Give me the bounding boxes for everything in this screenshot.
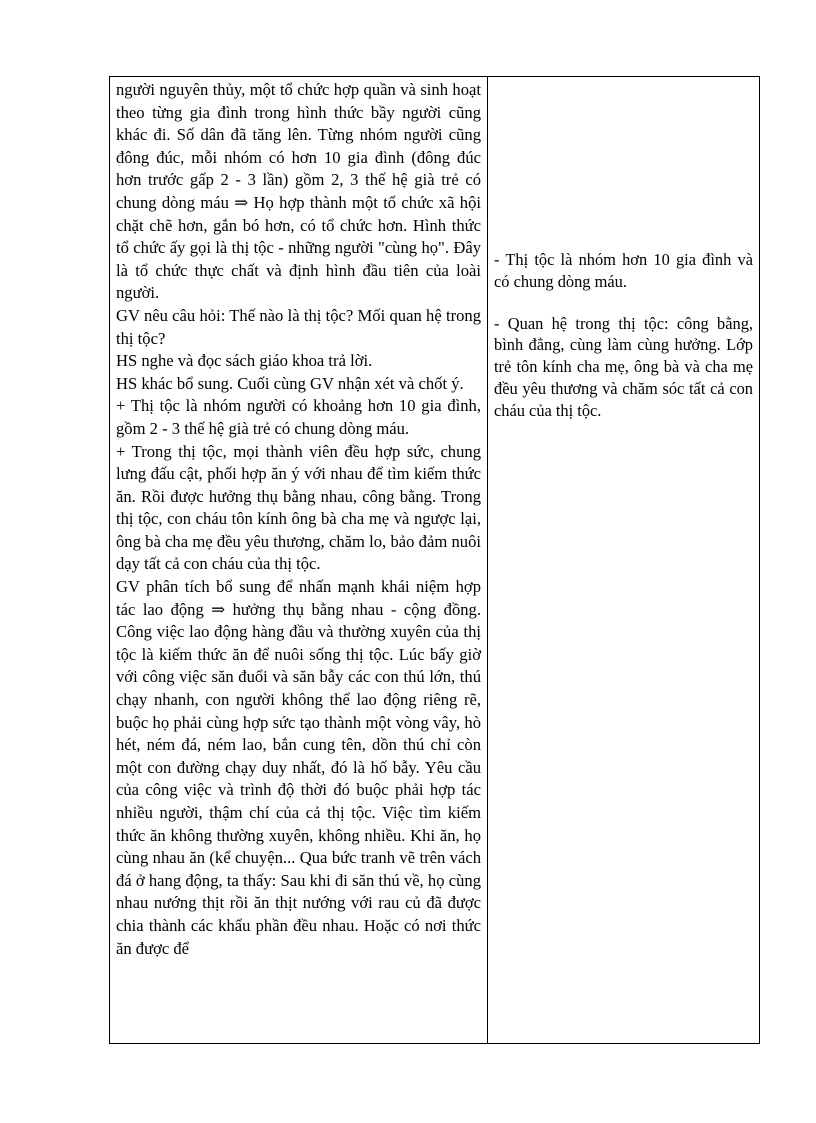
summary-clan-relations: - Quan hệ trong thị tộc: công bằng, bình đẳng, cùng làm cùng hưởng. Lớp trẻ tôn kính cha mẹ, ông bà và cha mẹ đều yêu thương và chăm sóc tất cả con cháu của thị tộc.: [494, 313, 753, 420]
paragraph-teacher-question: GV nêu câu hỏi: Thế nào là thị tộc? Mối quan hệ trong thị tộc?: [116, 305, 481, 348]
teacher-student-activities-column: [110, 77, 488, 1043]
lesson-table: [109, 76, 760, 1044]
paragraph-intro: người nguyên thủy, một tổ chức hợp quần và sinh hoạt theo từng gia đình trong hình thức bầy người cũng khác đi. Số dân đã tăng lên. Từng nhóm người cũng đông đúc, mỗi nhóm có hơn 10 gia đình (đông đúc hơn trước gấp 2 - 3 lần) gồm 2, 3 thế hệ già trẻ có chung dòng máu ⇒ Họ hợp thành một tổ chức xã hội chặt chẽ hơn, gắn bó hơn, có tổ chức hơn. Hình thức tổ chức ấy gọi là thị tộc - những người "cùng họ". Đây là tổ chức thực chất và định hình đầu tiên của loài người.: [116, 80, 481, 303]
key-knowledge-column: [488, 77, 759, 1043]
paragraph-clan-definition: + Thị tộc là nhóm người có khoảng hơn 10 gia đình, gồm 2 - 3 thế hệ già trẻ có chung dòng máu.: [116, 396, 481, 438]
summary-clan-definition: - Thị tộc là nhóm hơn 10 gia đình và có chung dòng máu.: [494, 250, 753, 291]
paragraph-student-answer: HS nghe và đọc sách giáo khoa trả lời.: [116, 351, 373, 371]
paragraph-teacher-analysis: GV phân tích bổ sung để nhấn mạnh khái niệm hợp tác lao động ⇒ hưởng thụ bằng nhau - cộng đồng. Công việc lao động hàng đầu và thường xuyên của thị tộc là kiếm thức ăn để nuôi sống thị tộc. Lúc bấy giờ với công việc săn đuổi và săn bẫy các con thú lớn, thú chạy nhanh, con người không thể lao động riêng rẽ, buộc họ phải cùng hợp sức tạo thành một vòng vây, hò hét, ném đá, ném lao, bắn cung tên, dồn thú chỉ còn một con đường chạy duy nhất, đó là hố bẫy. Yêu cầu của công việc và trình độ thời đó buộc phải hợp tác nhiều người, thậm chí của cả thị tộc. Việc tìm kiếm thức ăn không thường xuyên, không nhiều. Khi ăn, họ cùng nhau ăn (kể chuyện... Qua bức tranh vẽ trên vách đá ở hang động, ta thấy: Sau khi đi săn thú về, họ cùng nhau nướng thịt rồi ăn thịt nướng với rau củ đã được chia thành các khẩu phần đều nhau. Hoặc có nơi thức ăn được để: [116, 577, 481, 958]
paragraph-clan-relations: + Trong thị tộc, mọi thành viên đều hợp sức, chung lưng đấu cật, phối hợp ăn ý với nhau để tìm kiếm thức ăn. Rồi được hưởng thụ bằng nhau, công bằng. Trong thị tộc, con cháu tôn kính ông bà cha mẹ và ngược lại, ông bà cha mẹ đều yêu thương, chăm lo, bảo đảm nuôi dạy tất cả con cháu của thị tộc.: [116, 441, 481, 574]
paragraph-teacher-conclusion: HS khác bổ sung. Cuối cùng GV nhận xét và chốt ý.: [116, 373, 464, 393]
